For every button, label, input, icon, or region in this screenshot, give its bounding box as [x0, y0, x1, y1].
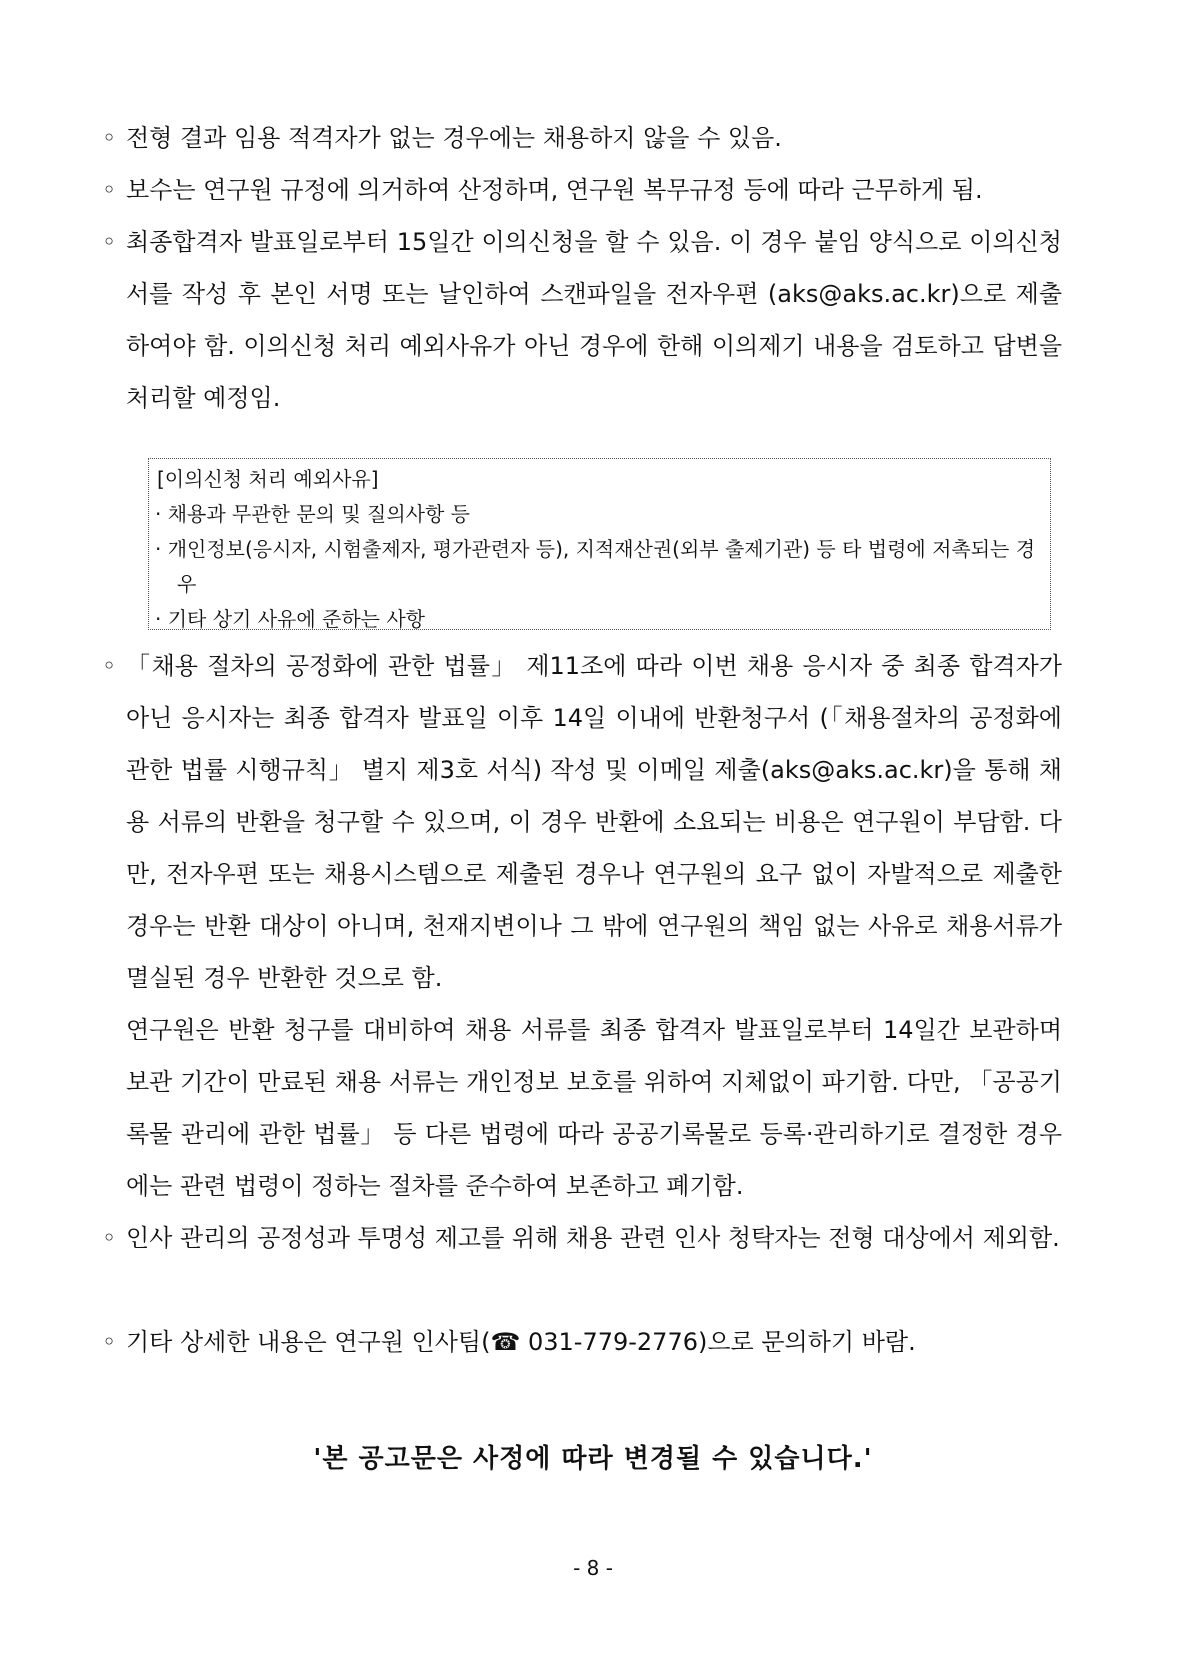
paragraph-text: 전형 결과 임용 적격자가 없는 경우에는 채용하지 않을 수 있음.: [126, 124, 782, 152]
bullet-icon: ◦: [102, 652, 117, 680]
bullet-icon: ◦: [102, 176, 117, 204]
bullet-icon: ◦: [102, 124, 117, 152]
paragraph-text: 최종합격자 발표일로부터 15일간 이의신청을 할 수 있음. 이 경우 붙임 양식으로 이의신청서를 작성 후 본인 서명 또는 날인하여 스캔파일을 전자우편 (aks@aks.ac.kr)으로 제출하여야 함. 이의신청 처리 예외사유가 아닌 경우에 한해 이의제기 내용을 검토하고 답변을 처리할 예정임.: [126, 228, 1062, 412]
exception-item: · 기타 상기 사유에 준하는 사항: [155, 607, 425, 631]
paragraph-text: 연구원은 반환 청구를 대비하여 채용 서류를 최종 합격자 발표일로부터 14일간 보관하며 보관 기간이 만료된 채용 서류는 개인정보 보호를 위하여 지체없이 파기함. 다만, 「공공기록물 관리에 관한 법률」 등 다른 법령에 따라 공공기록물로 등록·관리하기로 결정한 경우에는 관련 법령이 정하는 절차를 준수하여 보존하고 폐기함.: [126, 1016, 1062, 1200]
paragraph-salary: [102, 164, 1062, 216]
bullet-icon: ◦: [102, 1224, 117, 1252]
exception-reasons-box: [148, 458, 1051, 630]
paragraph-document-retention: [102, 1004, 1062, 1212]
bullet-icon: ◦: [102, 228, 117, 256]
exception-item: · 개인정보(응시자, 시험출제자, 평가관련자 등), 지적재산권(외부 출제기관) 등 타 법령에 저촉되는 경우: [155, 537, 1036, 596]
paragraph-no-qualified: [102, 112, 1062, 164]
exception-box-title: [이의신청 처리 예외사유]: [157, 467, 379, 491]
change-notice: '본 공고문은 사정에 따라 변경될 수 있습니다.': [313, 1444, 873, 1474]
paragraph-text: 보수는 연구원 규정에 의거하여 산정하며, 연구원 복무규정 등에 따라 근무하게 됨.: [126, 176, 983, 204]
paragraph-document-return: [102, 640, 1062, 1004]
page-number: - 8 -: [573, 1556, 613, 1580]
paragraph-text: 인사 관리의 공정성과 투명성 제고를 위해 채용 관련 인사 청탁자는 전형 대상에서 제외함.: [126, 1224, 1060, 1252]
paragraph-solicitation: [102, 1212, 1062, 1264]
bullet-icon: ◦: [102, 1328, 117, 1356]
paragraph-objection: [102, 216, 1062, 424]
paragraph-text: 기타 상세한 내용은 연구원 인사팀(☎ 031-779-2776)으로 문의하기 바람.: [126, 1328, 916, 1356]
paragraph-text: 「채용 절차의 공정화에 관한 법률」 제11조에 따라 이번 채용 응시자 중 최종 합격자가 아닌 응시자는 최종 합격자 발표일 이후 14일 이내에 반환청구서 (「채용절차의 공정화에 관한 법률 시행규칙」 별지 제3호 서식) 작성 및 이메일 제출(aks@aks.ac.kr)을 통해 채용 서류의 반환을 청구할 수 있으며, 이 경우 반환에 소요되는 비용은 연구원이 부담함. 다만, 전자우편 또는 채용시스템으로 제출된 경우나 연구원의 요구 없이 자발적으로 제출한 경우는 반환 대상이 아니며, 천재지변이나 그 밖에 연구원의 책임 없는 사유로 채용서류가 멸실된 경우 반환한 것으로 함.: [126, 652, 1062, 992]
exception-item: · 채용과 무관한 문의 및 질의사항 등: [155, 502, 470, 526]
paragraph-contact: [102, 1316, 1062, 1368]
